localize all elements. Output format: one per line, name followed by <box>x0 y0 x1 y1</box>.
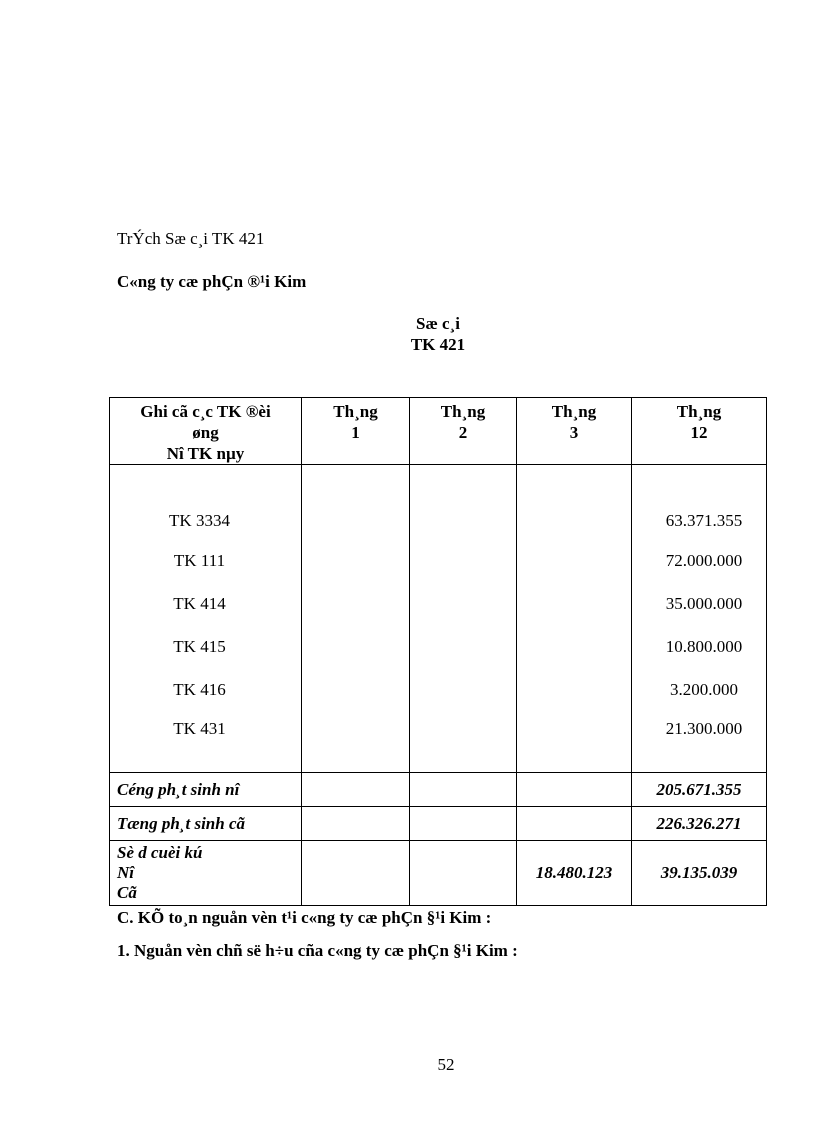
month-2-cell <box>410 582 517 625</box>
month-1-cell <box>302 773 410 807</box>
table-row <box>110 668 767 711</box>
company-name: C«ng ty cæ phÇn ®¹i Kim <box>117 272 307 291</box>
closing-balance-title: Sè d cuèi kú <box>117 843 203 862</box>
closing-balance-row <box>110 841 767 906</box>
table-row <box>110 582 767 625</box>
header-month-1 <box>302 398 410 465</box>
account-cell: TK 415 <box>110 625 302 668</box>
month-2-cell <box>410 711 517 773</box>
header-account <box>110 398 302 465</box>
header-month-12-number: 12 <box>690 423 708 442</box>
month-1-cell <box>302 539 410 582</box>
table-row <box>110 711 767 773</box>
total-debit-month-12: 205.671.355 <box>632 773 767 807</box>
month-12-cell: 72.000.000 <box>632 539 767 582</box>
month-2-cell <box>410 773 517 807</box>
month-12-cell: 3.200.000 <box>632 668 767 711</box>
header-month-3-number: 3 <box>569 423 579 442</box>
section-heading: C. KÕ to¸n nguån vèn t¹i c«ng ty cæ phÇn §¹i Kim : <box>117 908 492 927</box>
total-credit-row <box>110 807 767 841</box>
extract-label: TrÝch Sæ c¸i TK 421 <box>117 229 265 248</box>
month-12-cell: 63.371.355 <box>632 465 767 540</box>
ledger-table <box>109 397 767 906</box>
ledger-title-line1: Sæ c¸i <box>416 314 460 333</box>
subsection-heading: 1. Nguån vèn chñ së h÷u cña c«ng ty cæ phÇn §¹i Kim : <box>117 941 518 960</box>
ledger-title <box>340 313 536 355</box>
month-1-cell <box>302 711 410 773</box>
account-cell: TK 414 <box>110 582 302 625</box>
month-1-cell <box>302 465 410 540</box>
month-3-cell <box>517 465 632 540</box>
month-3-cell <box>517 539 632 582</box>
header-account-line2: øng <box>192 423 219 442</box>
closing-balance-label <box>110 841 302 906</box>
month-3-cell <box>517 582 632 625</box>
month-2-cell <box>410 668 517 711</box>
month-12-cell: 21.300.000 <box>632 711 767 773</box>
month-3-cell <box>517 807 632 841</box>
header-month-12 <box>632 398 767 465</box>
header-account-line3: Nî TK nµy <box>166 444 245 463</box>
closing-balance-debit-label: Nî <box>117 863 134 882</box>
month-2-cell <box>410 625 517 668</box>
header-month-2 <box>410 398 517 465</box>
month-3-cell <box>517 625 632 668</box>
total-credit-month-12: 226.326.271 <box>632 807 767 841</box>
month-2-cell <box>410 465 517 540</box>
month-12-cell: 35.000.000 <box>632 582 767 625</box>
month-12-cell: 10.800.000 <box>632 625 767 668</box>
header-month-3 <box>517 398 632 465</box>
account-cell: TK 416 <box>110 668 302 711</box>
month-3-cell <box>517 711 632 773</box>
header-month-12-label: Th¸ng <box>676 402 722 421</box>
month-3-cell <box>517 668 632 711</box>
account-cell: TK 111 <box>110 539 302 582</box>
total-credit-label: Tæng ph¸t sinh cã <box>110 807 302 841</box>
header-month-2-number: 2 <box>458 423 468 442</box>
table-row <box>110 625 767 668</box>
closing-balance-month-12: 39.135.039 <box>632 841 767 906</box>
month-1-cell <box>302 841 410 906</box>
header-month-1-number: 1 <box>351 423 360 442</box>
month-1-cell <box>302 807 410 841</box>
header-month-3-label: Th¸ng <box>551 402 597 421</box>
account-cell: TK 3334 <box>110 465 302 540</box>
table-row <box>110 539 767 582</box>
month-2-cell <box>410 807 517 841</box>
closing-balance-credit-label: Cã <box>117 883 137 902</box>
page-number: 52 <box>437 1055 455 1074</box>
header-account-line1: Ghi cã c¸c TK ®èi <box>140 402 271 421</box>
month-2-cell <box>410 539 517 582</box>
header-month-2-label: Th¸ng <box>440 402 486 421</box>
header-month-1-label: Th¸ng <box>333 402 378 421</box>
month-1-cell <box>302 625 410 668</box>
table-row <box>110 465 767 540</box>
total-debit-label: Céng ph¸t sinh nî <box>110 773 302 807</box>
header-row <box>110 398 767 465</box>
closing-balance-month-3: 18.480.123 <box>517 841 632 906</box>
month-3-cell <box>517 773 632 807</box>
total-debit-row <box>110 773 767 807</box>
month-2-cell <box>410 841 517 906</box>
month-1-cell <box>302 582 410 625</box>
account-cell: TK 431 <box>110 711 302 773</box>
month-1-cell <box>302 668 410 711</box>
ledger-title-line2: TK 421 <box>410 335 466 354</box>
